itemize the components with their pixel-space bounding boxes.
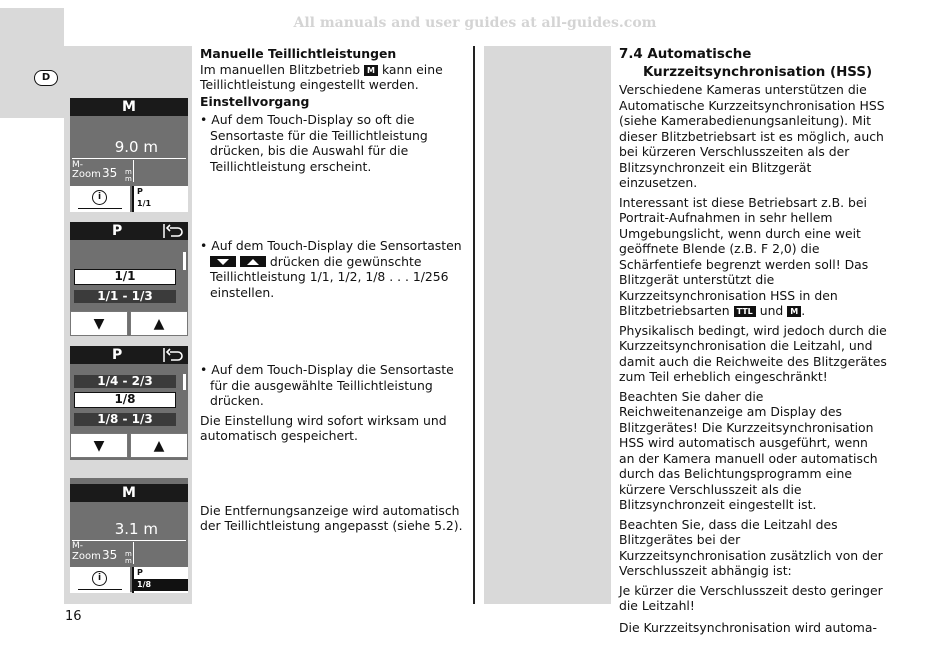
hss-paragraph-7: Die Kurzzeitsynchronisation wird automa- (619, 619, 877, 635)
divider-line (133, 542, 134, 564)
power-option-selected[interactable]: 1/1 (74, 269, 176, 285)
bullet-step-1: • Auf dem Touch-Display so oft die Sensortaste für die Teillichtleistung drücken, bis die Auswahl für die Teillichtleistung erscheint. (200, 112, 428, 174)
info-icon: i (92, 571, 107, 586)
power-level-box[interactable] (132, 567, 188, 593)
hss-paragraph-3: Physikalisch bedingt, wird jedoch durch die Kurzzeitsynchronisation die Leitzahl, und damit auch die Reichweite des Blitzgerätes zum Teil erheblich eingeschränkt! (619, 322, 887, 384)
back-icon[interactable] (162, 223, 184, 239)
intro-text-c: Teillichtleistung eingestellt werden. (200, 77, 419, 92)
and-text: und (759, 303, 784, 318)
info-button[interactable] (70, 567, 130, 593)
intro-text-b: kann eine (381, 61, 443, 77)
hss-paragraph-1: Verschiedene Kameras unterstützen die Automatische Kurzzeitsynchronisation HSS (siehe Kamerabedienungsanleitung). Mit dieser Blitzbetriebsart ist es möglich, auch bei kürzeren Verschlusszeiten als der Blitzsynchronzeit ein Blitzgerät einzusetzen. (619, 82, 885, 190)
intro-text-a: Im manuellen Blitzbetrieb (200, 61, 361, 77)
p-label: P (137, 568, 143, 577)
mode-m-icon: M (787, 306, 801, 317)
distance-paragraph: Die Entfernungsanzeige wird automatisch der Teillichtleistung angepasst (siehe 5.2). (200, 502, 463, 533)
power-option-range[interactable]: 1/1 - 1/3 (74, 290, 176, 303)
mode-label: P (112, 223, 123, 239)
arrow-down-key-icon (210, 256, 236, 267)
zoom-label-prefix: M- (72, 541, 84, 551)
mode-m-icon: M (364, 65, 378, 76)
mode-header (70, 222, 188, 240)
bullet-step-2 (200, 238, 466, 300)
hss-heading-1: 7.4 Automatische (619, 47, 752, 62)
hss-paragraph-6: Je kürzer die Verschlusszeit desto geringer die Leitzahl! (619, 582, 883, 613)
zoom-label-prefix: M- (72, 160, 84, 170)
intro-paragraph (200, 62, 466, 93)
separator-line (72, 540, 186, 541)
separator-line (72, 158, 186, 159)
mode-header: M (70, 98, 188, 116)
zoom-value: 35 (102, 548, 118, 562)
page-number: 16 (65, 609, 82, 624)
distance-readout: 3.1 m (114, 520, 158, 538)
zoom-unit: m m (125, 168, 132, 183)
language-badge: D (34, 70, 58, 86)
power-option-top[interactable]: 1/4 - 2/3 (74, 375, 176, 388)
hss-paragraph-2 (619, 195, 887, 319)
hss-paragraph-5: Beachten Sie, dass die Leitzahl des Blitzgerätes bei der Kurzzeitsynchronisation zusätzlich von der Verschlusszeit abhängig ist: (619, 516, 883, 578)
hss-heading-2: Kurzzeitsynchronisation (HSS) (643, 65, 873, 80)
scrollbar[interactable] (183, 374, 186, 390)
mode-label: P (112, 347, 123, 363)
right-margin-strip (484, 46, 611, 604)
subheading: Einstellvorgang (200, 93, 310, 109)
column-divider (473, 46, 475, 604)
bullet-step-2-b: drücken die gewünschte Teillichtleistung 1/1, 1/2, 1/8 . . . 1/256 einstellen. (210, 253, 449, 300)
info-row (70, 567, 188, 593)
bullet-step-2-a: • Auf dem Touch-Display die Sensortasten (200, 238, 462, 253)
zoom-value: 35 (102, 166, 118, 180)
mode-header: M (70, 484, 188, 502)
divider-line (133, 160, 134, 182)
p-value: 1/8 (134, 579, 188, 591)
bullet-step-3: • Auf dem Touch-Display die Sensortaste für die ausgewählte Teillichtleistung drücken. (200, 362, 454, 408)
display-screen-power-selected (70, 346, 188, 460)
arrow-down-button[interactable]: ▼ (70, 311, 128, 336)
mode-header (70, 346, 188, 364)
right-column (619, 46, 887, 635)
back-icon[interactable] (162, 347, 184, 363)
underline (78, 208, 122, 210)
p-value: 1/1 (137, 199, 152, 208)
display-screen-manual (70, 98, 188, 212)
p-label: P (137, 187, 143, 196)
zoom-label: Zoom (72, 551, 101, 562)
middle-column (200, 46, 466, 534)
scrollbar[interactable] (183, 252, 186, 270)
hss-paragraph-4: Beachten Sie daher die Reichweitenanzeige am Display des Blitzgerätes! Die Kurzzeitsynchronisation HSS wird automatisch ausgeführt, wenn an der Kamera manuell oder automatisch durch das Belichtungsprogramm eine kürzere Verschlusszeit als die Blitzsynchronzeit eingestellt ist. (619, 388, 878, 512)
zoom-label: Zoom (72, 169, 101, 180)
period: . (801, 303, 806, 318)
info-icon: i (92, 190, 107, 205)
distance-readout: 9.0 m (114, 138, 158, 156)
language-tab (0, 8, 64, 118)
display-screen-power-select (70, 222, 188, 336)
arrow-down-button[interactable]: ▼ (70, 433, 128, 458)
power-level-box[interactable] (132, 186, 188, 212)
section-heading: Manuelle Teillichtleistungen (200, 46, 397, 61)
save-paragraph: Die Einstellung wird sofort wirksam und automatisch gespeichert. (200, 412, 447, 443)
hss-paragraph-2-text: Interessant ist diese Betriebsart z.B. bei Portrait-Aufnahmen in sehr hellem Umgebungslicht, wenn durch eine weit geöffnete Blende (z.B. F 2,0) die Schärfentiefe begrenzt werden soll! Das Blitzgerät unterstützt die Kurzzeitsynchronisation HSS in den Blitzbetriebsarten (619, 194, 869, 318)
display-screen-manual-updated (70, 478, 188, 592)
zoom-unit: m m (125, 550, 132, 565)
info-button[interactable] (70, 186, 130, 212)
underline (78, 589, 122, 591)
power-option-selected[interactable]: 1/8 (74, 392, 176, 408)
arrow-up-button[interactable]: ▲ (130, 433, 188, 458)
mode-ttl-icon: TTL (734, 306, 756, 317)
power-option-bottom[interactable]: 1/8 - 1/3 (74, 413, 176, 426)
arrow-up-key-icon (240, 256, 266, 267)
info-row (70, 186, 188, 212)
watermark-text: All manuals and user guides at all-guides.com (293, 15, 657, 31)
arrow-up-button[interactable]: ▲ (130, 311, 188, 336)
